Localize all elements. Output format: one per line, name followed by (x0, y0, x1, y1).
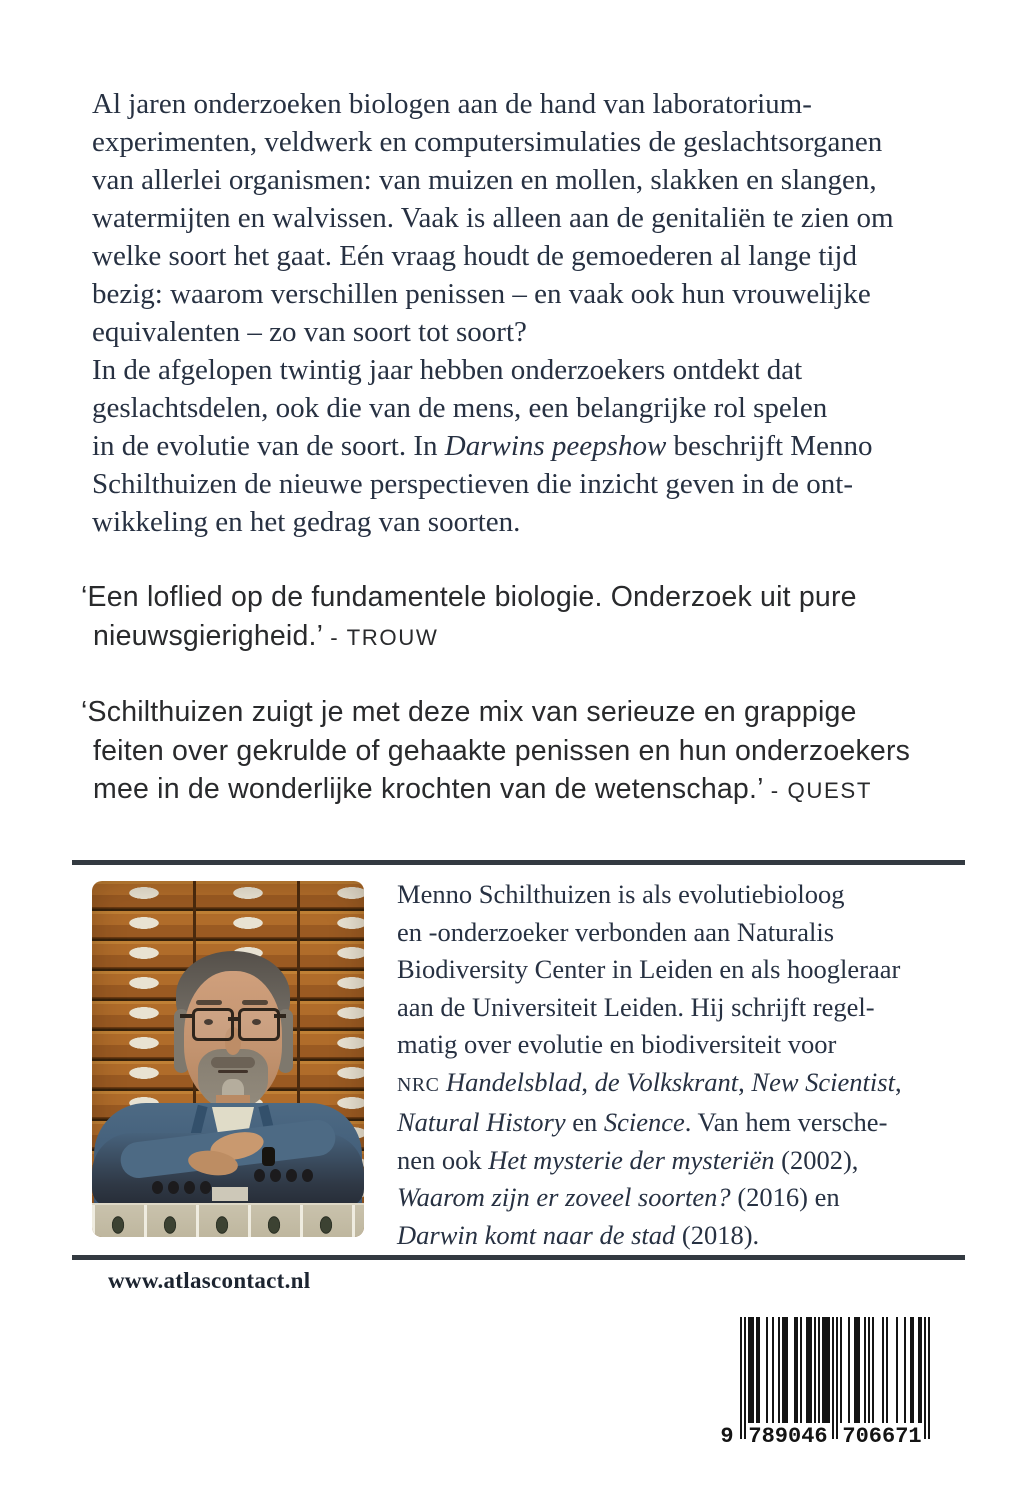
photo-glasses-bridge (228, 1017, 238, 1021)
photo-glasses-temple-right (274, 1014, 286, 1018)
barcode-digit-group: 9 (720, 1424, 734, 1449)
text-line: geslachtsdelen, ook die van de mens, een belangrijke rol spelen (92, 392, 828, 424)
text-line: In de afgelopen twintig jaar hebben onderzoekers ontdekt dat (92, 354, 803, 386)
text-line: Schilthuizen de nieuwe perspectieven die inzicht geven in de ont- (92, 468, 853, 500)
barcode (720, 1317, 930, 1457)
photo-beetle-specimens (152, 1181, 211, 1194)
text-line: Menno Schilthuizen is als evolutiebioloog (397, 879, 845, 909)
photo-eyebrow-left (196, 1000, 222, 1005)
text-line: aan de Universiteit Leiden. Hij schrijft regel- (397, 991, 875, 1022)
text-line: feiten over gekrulde of gehaakte penissen en hun onderzoekers (93, 734, 911, 767)
photo-specimen-card (212, 1187, 248, 1201)
text-line: equivalenten – zo van soort tot soort? (92, 316, 527, 348)
text-line: nen ook Het mysterie der mysteriën (2002), (397, 1144, 859, 1175)
photo-watch (262, 1147, 275, 1166)
photo-glasses-temple-left (180, 1014, 192, 1018)
text-line: van allerlei organismen: van muizen en mollen, slakken en slangen, (92, 164, 877, 196)
photo-eyebrow-right (242, 1000, 268, 1005)
barcode-digit-group: 706671 (840, 1423, 924, 1451)
text-line: Waarom zijn er zoveel soorten? (2016) en (397, 1182, 840, 1212)
text-line: in de evolutie van de soort. In Darwins peepshow beschrijft Menno (92, 430, 873, 462)
press-quote-trouw (81, 578, 857, 657)
text-line: en -onderzoeker verbonden aan Naturalis (397, 916, 835, 947)
author-bio (397, 876, 902, 1254)
photo-specimen-tray (92, 1203, 364, 1237)
barcode-digit-group: 789046 (746, 1423, 830, 1451)
divider-bottom (72, 1255, 965, 1260)
blurb-paragraphs (92, 85, 894, 541)
photo-mustache (211, 1057, 255, 1068)
photo-glasses-left-lens (192, 1008, 234, 1041)
text-line: mee in de wonderlijke krochten van de wetenschap.’ - QUEST (93, 773, 873, 805)
text-line: Biodiversity Center in Leiden en als hoogleraar (397, 954, 901, 984)
text-line: ‘Schilthuizen zuigt je met deze mix van serieuze en grappige (81, 696, 857, 728)
text-line: Natural History en Science. Van hem versche- (397, 1107, 888, 1137)
text-line: NRC Handelsblad, de Volkskrant, New Scientist, (397, 1066, 902, 1097)
text-line: Al jaren onderzoeken biologen aan de hand van laboratorium- (92, 88, 812, 120)
text-line: Darwin komt naar de stad (2018). (397, 1219, 760, 1250)
text-line: watermijten en walvissen. Vaak is alleen aan de genitaliën te zien om (92, 202, 894, 234)
author-photo (92, 881, 364, 1237)
text-line: bezig: waarom verschillen penissen – en vaak ook hun vrouwelijke (92, 278, 871, 310)
text-line: experimenten, veldwerk en computersimulaties de geslachtsorganen (92, 126, 883, 158)
text-line: matig over evolutie en biodiversiteit voor (397, 1029, 837, 1059)
text-line: nieuwsgierigheid.’ - TROUW (93, 619, 439, 652)
photo-beetle-specimens (254, 1169, 313, 1182)
publisher-website: www.atlascontact.nl (108, 1268, 311, 1293)
photo-mouth (218, 1070, 248, 1073)
text-line: ‘Een loflied op de fundamentele biologie. Onderzoek uit pure (81, 581, 857, 613)
divider-top (72, 860, 965, 865)
photo-glasses-right-lens (238, 1008, 280, 1041)
press-quote-quest (81, 693, 911, 811)
text-line: welke soort het gaat. Eén vraag houdt de gemoederen al lange tijd (92, 240, 857, 272)
text-line: wikkeling en het gedrag van soorten. (92, 506, 521, 538)
